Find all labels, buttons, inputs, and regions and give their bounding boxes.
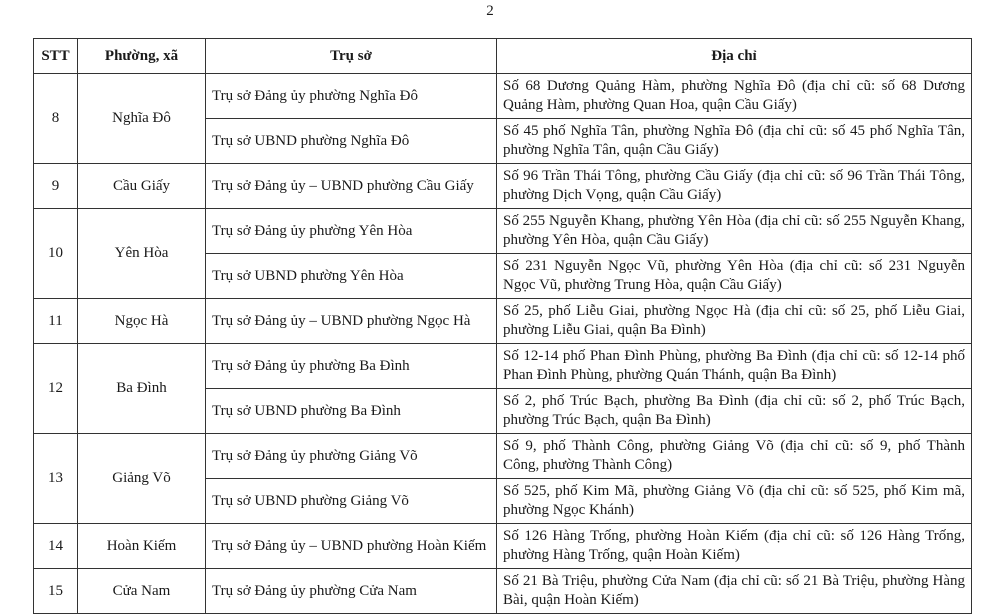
table-row <box>34 164 972 209</box>
hq-cell: Trụ sở UBND phường Yên Hòa <box>206 254 497 299</box>
table-row <box>34 299 972 344</box>
hq-cell: Trụ sở UBND phường Giảng Võ <box>206 479 497 524</box>
hq-cell: Trụ sở Đảng ủy phường Yên Hòa <box>206 209 497 254</box>
hq-cell: Trụ sở Đảng ủy – UBND phường Cầu Giấy <box>206 164 497 209</box>
ward-cell: Cửa Nam <box>78 569 206 614</box>
address-cell: Số 9, phố Thành Công, phường Giảng Võ (địa chỉ cũ: số 9, phố Thành Công, phường Thành Công) <box>497 434 972 479</box>
hq-cell: Trụ sở Đảng ủy phường Ba Đình <box>206 344 497 389</box>
address-cell: Số 25, phố Liễu Giai, phường Ngọc Hà (địa chỉ cũ: số 25, phố Liễu Giai, phường Liễu Giai, quận Ba Đình) <box>497 299 972 344</box>
ward-cell: Hoàn Kiếm <box>78 524 206 569</box>
stt-cell: 11 <box>34 299 78 344</box>
stt-cell: 8 <box>34 74 78 164</box>
table-row <box>34 434 972 479</box>
address-cell: Số 525, phố Kim Mã, phường Giảng Võ (địa chỉ cũ: số 525, phố Kim mã, phường Ngọc Khánh) <box>497 479 972 524</box>
address-cell: Số 45 phố Nghĩa Tân, phường Nghĩa Đô (địa chỉ cũ: số 45 phố Nghĩa Tân, phường Nghĩa Tân, quận Cầu Giấy) <box>497 119 972 164</box>
table-row <box>34 524 972 569</box>
hq-cell: Trụ sở Đảng ủy phường Giảng Võ <box>206 434 497 479</box>
headquarters-table <box>33 38 972 614</box>
stt-cell: 15 <box>34 569 78 614</box>
table-row <box>34 209 972 254</box>
header-stt: STT <box>34 39 78 74</box>
stt-cell: 14 <box>34 524 78 569</box>
table-row <box>34 74 972 119</box>
hq-cell: Trụ sở Đảng ủy phường Cửa Nam <box>206 569 497 614</box>
header-address: Địa chỉ <box>497 39 972 74</box>
ward-cell: Yên Hòa <box>78 209 206 299</box>
page-number: 2 <box>486 3 494 19</box>
address-cell: Số 12-14 phố Phan Đình Phùng, phường Ba Đình (địa chỉ cũ: số 12-14 phố Phan Đình Phùng, phường Quán Thánh, quận Ba Đình) <box>497 344 972 389</box>
stt-cell: 13 <box>34 434 78 524</box>
ward-cell: Cầu Giấy <box>78 164 206 209</box>
address-cell: Số 68 Dương Quảng Hàm, phường Nghĩa Đô (địa chỉ cũ: số 68 Dương Quảng Hàm, phường Quan Hoa, quận Cầu Giấy) <box>497 74 972 119</box>
address-cell: Số 126 Hàng Trống, phường Hoàn Kiếm (địa chỉ cũ: số 126 Hàng Trống, phường Hàng Trống, quận Hoàn Kiếm) <box>497 524 972 569</box>
stt-cell: 12 <box>34 344 78 434</box>
ward-cell: Ngọc Hà <box>78 299 206 344</box>
table-row <box>34 569 972 614</box>
header-ward: Phường, xã <box>78 39 206 74</box>
hq-cell: Trụ sở Đảng ủy phường Nghĩa Đô <box>206 74 497 119</box>
address-cell: Số 2, phố Trúc Bạch, phường Ba Đình (địa chỉ cũ: số 2, phố Trúc Bạch, phường Trúc Bạch, quận Ba Đình) <box>497 389 972 434</box>
address-cell: Số 231 Nguyễn Ngọc Vũ, phường Yên Hòa (địa chỉ cũ: số 231 Nguyễn Ngọc Vũ, phường Trung Hòa, quận Cầu Giấy) <box>497 254 972 299</box>
table-row <box>34 344 972 389</box>
stt-cell: 10 <box>34 209 78 299</box>
stt-cell: 9 <box>34 164 78 209</box>
ward-cell: Ba Đình <box>78 344 206 434</box>
hq-cell: Trụ sở Đảng ủy – UBND phường Hoàn Kiếm <box>206 524 497 569</box>
address-cell: Số 96 Trần Thái Tông, phường Cầu Giấy (địa chỉ cũ: số 96 Trần Thái Tông, phường Dịch Vọng, quận Cầu Giấy) <box>497 164 972 209</box>
ward-cell: Nghĩa Đô <box>78 74 206 164</box>
hq-cell: Trụ sở UBND phường Ba Đình <box>206 389 497 434</box>
hq-cell: Trụ sở Đảng ủy – UBND phường Ngọc Hà <box>206 299 497 344</box>
hq-cell: Trụ sở UBND phường Nghĩa Đô <box>206 119 497 164</box>
ward-cell: Giảng Võ <box>78 434 206 524</box>
address-cell: Số 21 Bà Triệu, phường Cửa Nam (địa chỉ cũ: số 21 Bà Triệu, phường Hàng Bài, quận Hoàn Kiếm) <box>497 569 972 614</box>
header-hq: Trụ sở <box>206 39 497 74</box>
table-body <box>34 74 972 614</box>
address-cell: Số 255 Nguyễn Khang, phường Yên Hòa (địa chỉ cũ: số 255 Nguyễn Khang, phường Yên Hòa, quận Cầu Giấy) <box>497 209 972 254</box>
table-header-row <box>34 39 972 74</box>
